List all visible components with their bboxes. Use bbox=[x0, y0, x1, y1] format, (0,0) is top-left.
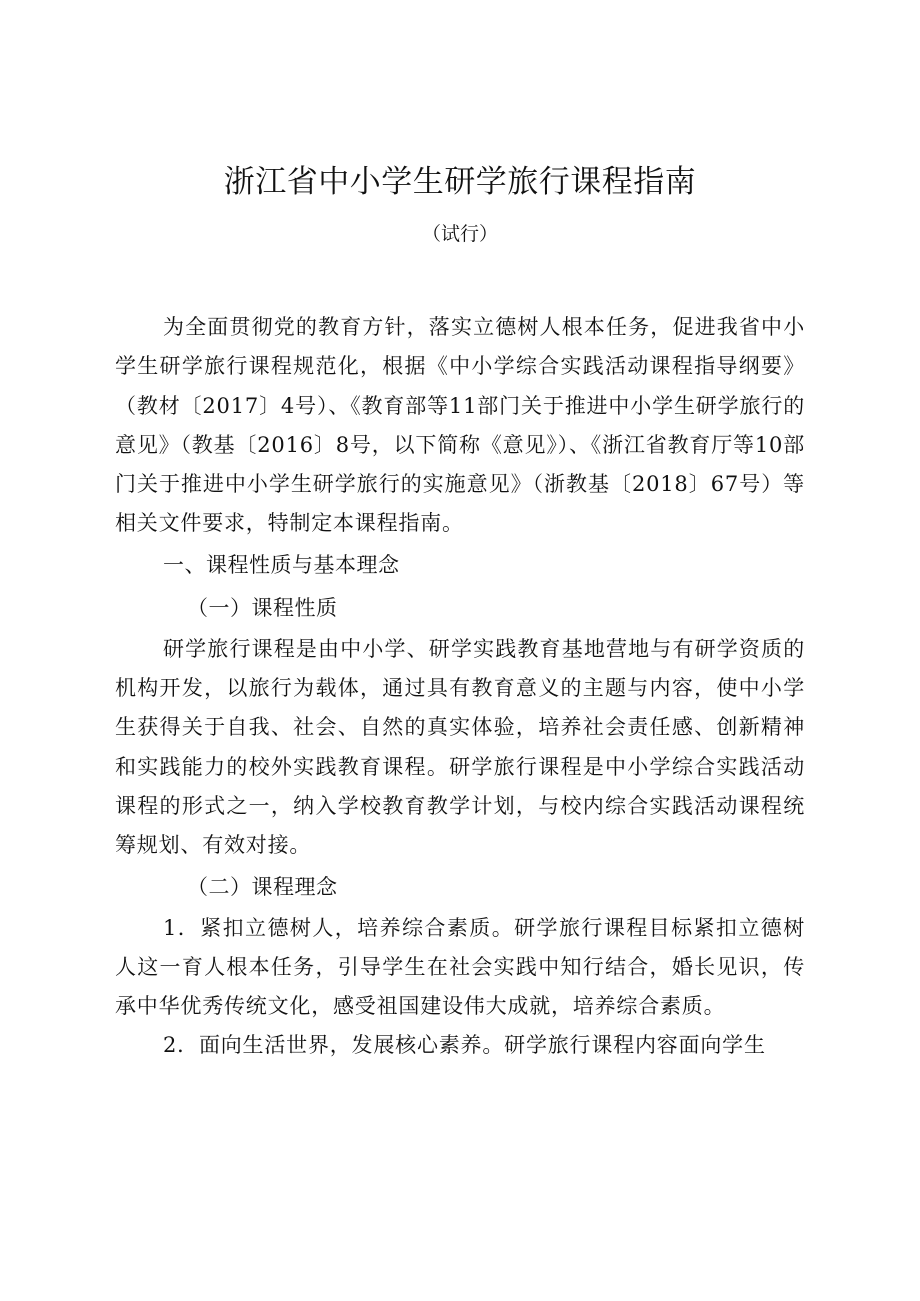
concept-item-1: 1．紧扣立德树人，培养综合素质。研学旅行课程目标紧扣立德树人这一育人根本任务，引导学生在社会实践中知行结合，婚长见识，传承中华优秀传统文化，感受祖国建设伟大成就，培养综合素质。 bbox=[115, 915, 805, 1019]
subsection-heading-nature: （一）课程性质 bbox=[187, 595, 338, 620]
section-heading: 一、课程性质与基本理念 bbox=[163, 552, 400, 577]
document-title: 浙江省中小学生研学旅行课程指南 bbox=[223, 164, 697, 200]
nature-paragraph: 研学旅行课程是由中小学、研学实践教育基地营地与有研学资质的机构开发，以旅行为载体，通过具有教育意义的主题与内容，使中小学生获得关于自我、社会、自然的真实体验，培养社会责任感、创新精神和实践能力的校外实践教育课程。研学旅行课程是中小学综合实践活动课程的形式之一，纳入学校教育教学计划，与校内综合实践活动课程统筹规划、有效对接。 bbox=[115, 636, 805, 858]
document-subtitle: （试行） bbox=[421, 223, 498, 245]
concept-item-2: 2．面向生活世界，发展核心素养。研学旅行课程内容面向学生 bbox=[163, 1033, 766, 1058]
document-body bbox=[115, 308, 805, 1066]
intro-paragraph: 为全面贯彻党的教育方针，落实立德树人根本任务，促进我省中小学生研学旅行课程规范化，根据《中小学综合实践活动课程指导纲要》（教材〔2017〕4号）、《教育部等11部门关于推进中小学生研学旅行的意见》（教基〔2016〕8号，以下简称《意见》）、《浙江省教育厅等10部门关于推进中小学生研学旅行的实施意见》（浙教基〔2018〕67号）等相关文件要求，特制定本课程指南。 bbox=[115, 315, 805, 536]
subsection-heading-concept: （二）课程理念 bbox=[187, 874, 338, 899]
